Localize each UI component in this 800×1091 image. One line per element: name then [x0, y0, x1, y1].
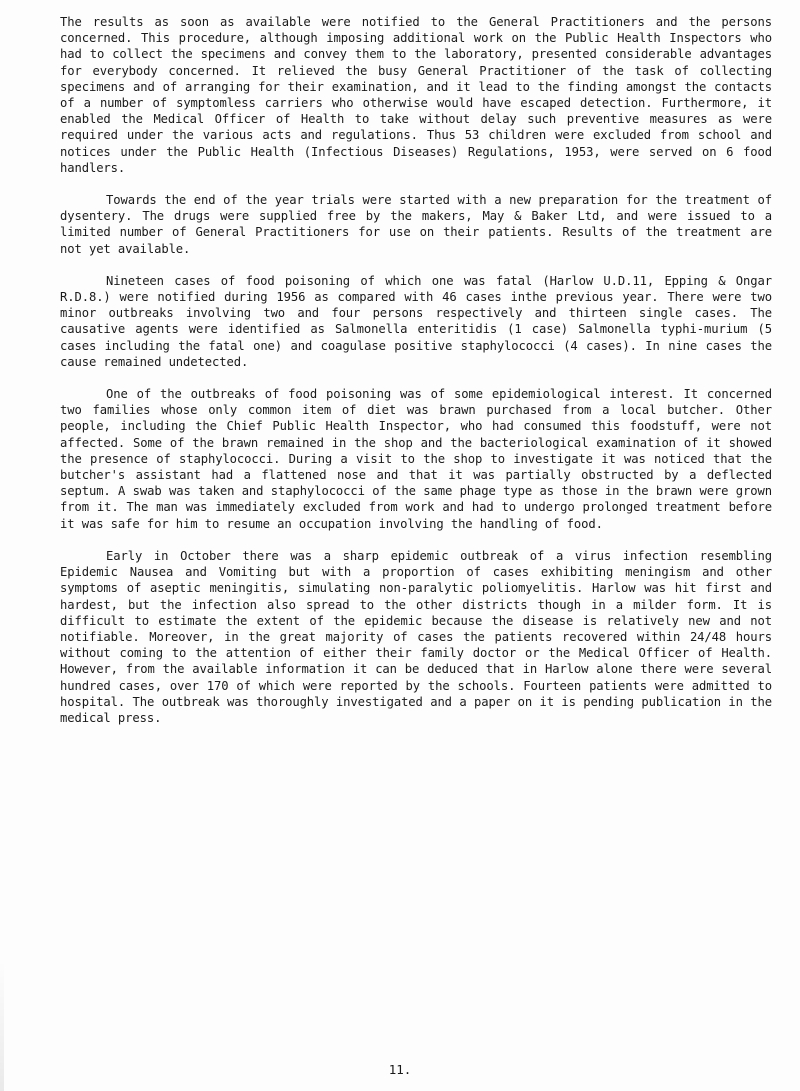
scan-edge-shadow — [0, 960, 4, 1091]
paragraph-specimen-procedure: The results as soon as available were notified to the General Practitioners and the persons concerned. This procedure, although imposing additional work on the Public Health Inspectors who had to collect the specimens and convey them to the laboratory, presented considerable advantages for everybody concerned. It relieved the busy General Practitioner of the task of collecting specimens and of arranging for their examination, and it lead to the finding amongst the contacts of a number of symptomless carriers who otherwise would have escaped detection. Furthermore, it enabled the Medical Officer of Health to take without delay such preventive measures as were required under the various acts and regulations. Thus 53 children were excluded from school and notices under the Public Health (Infectious Diseases) Regulations, 1953, were served on 6 food handlers. — [60, 15, 772, 175]
paragraph-dysentery-trials: Towards the end of the year trials were started with a new preparation for the treatment of dysentery. The drugs were supplied free by the makers, May & Baker Ltd, and were issued to a limited number of General Practitioners for use on their patients. Results of the treatment are not yet available. — [60, 193, 772, 256]
paragraph-brawn-outbreak: One of the outbreaks of food poisoning was of some epidemiological interest. It concerned two families whose only common item of diet was brawn purchased from a local butcher. Other people, including the Chief Public Health Inspector, who had consumed this foodstuff, were not affected. Some of the brawn remained in the shop and the bacteriological examination of it showed the presence of staphylococci. During a visit to the shop to investigate it was noticed that the butcher's assistant had a flattened nose and that it was partially obstructed by a deflected septum. A swab was taken and staphylococci of the same phage type as those in the brawn were grown from it. The man was immediately excluded from work and had to undergo prolonged treatment before it was safe for him to resume an occupation involving the handling of food. — [60, 387, 772, 531]
paragraph-virus-epidemic: Early in October there was a sharp epidemic outbreak of a virus infection resembling Epidemic Nausea and Vomiting but with a proportion of cases exhibiting meningism and other symptoms of aseptic meningitis, simulating non-paralytic poliomyelitis. Harlow was hit first and hardest, but the infection also spread to the other districts though in a milder form. It is difficult to estimate the extent of the epidemic because the disease is relatively new and not notifiable. Moreover, in the great majority of cases the patients recovered within 24/48 hours without coming to the attention of either their family doctor or the Medical Officer of Health. However, from the available information it can be deduced that in Harlow alone there were several hundred cases, over 170 of which were reported by the schools. Fourteen patients were admitted to hospital. The outbreak was thoroughly investigated and a paper on it is pending publication in the medical press. — [60, 548, 772, 725]
page-number: 11. — [388, 1062, 412, 1077]
report-body — [60, 14, 772, 742]
paragraph-food-poisoning-cases: Nineteen cases of food poisoning of which one was fatal (Harlow U.D.11, Epping & Ongar R.D.8.) were notified during 1956 as compared with 46 cases inthe previous year. There were two minor outbreaks involving two and four persons respectively and thirteen single cases. The causative agents were identified as Salmonella enteritidis (1 case) Salmonella typhi-murium (5 cases including the fatal one) and coagulase positive staphylococci (4 cases). In nine cases the cause remained undetected. — [60, 273, 772, 369]
